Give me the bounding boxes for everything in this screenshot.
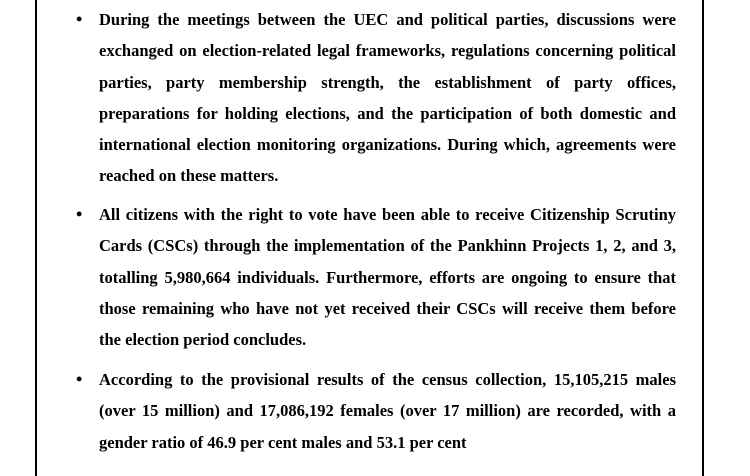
bullet-icon: •	[76, 369, 83, 389]
bullet-icon: •	[76, 9, 83, 29]
bullet-paragraph: All citizens with the right to vote have been able to receive Citizenship Scrutiny Cards (CSCs) through the implementation of the Pankhinn Projects 1, 2, and 3, totalling 5,980,664 individuals. Furthermore, efforts are ongoing to ensure that those remaining who have not yet received their CSCs will receive them before the election period concludes.	[99, 205, 676, 350]
bullet-icon: •	[76, 204, 83, 224]
bullet-paragraph: During the meetings between the UEC and political parties, discussions were exchanged on election-related legal frameworks, regulations concerning political parties, party membership strength, the establishment of party offices, preparations for holding elections, and the participation of both domestic and international election monitoring organizations. During which, agreements were reached on these matters.	[99, 10, 676, 186]
bullet-paragraph: According to the provisional results of the census collection, 15,105,215 males (over 15 million) and 17,086,192 females (over 17 million) are recorded, with a gender ratio of 46.9 per cent males and 53.1 per cent	[99, 370, 676, 452]
